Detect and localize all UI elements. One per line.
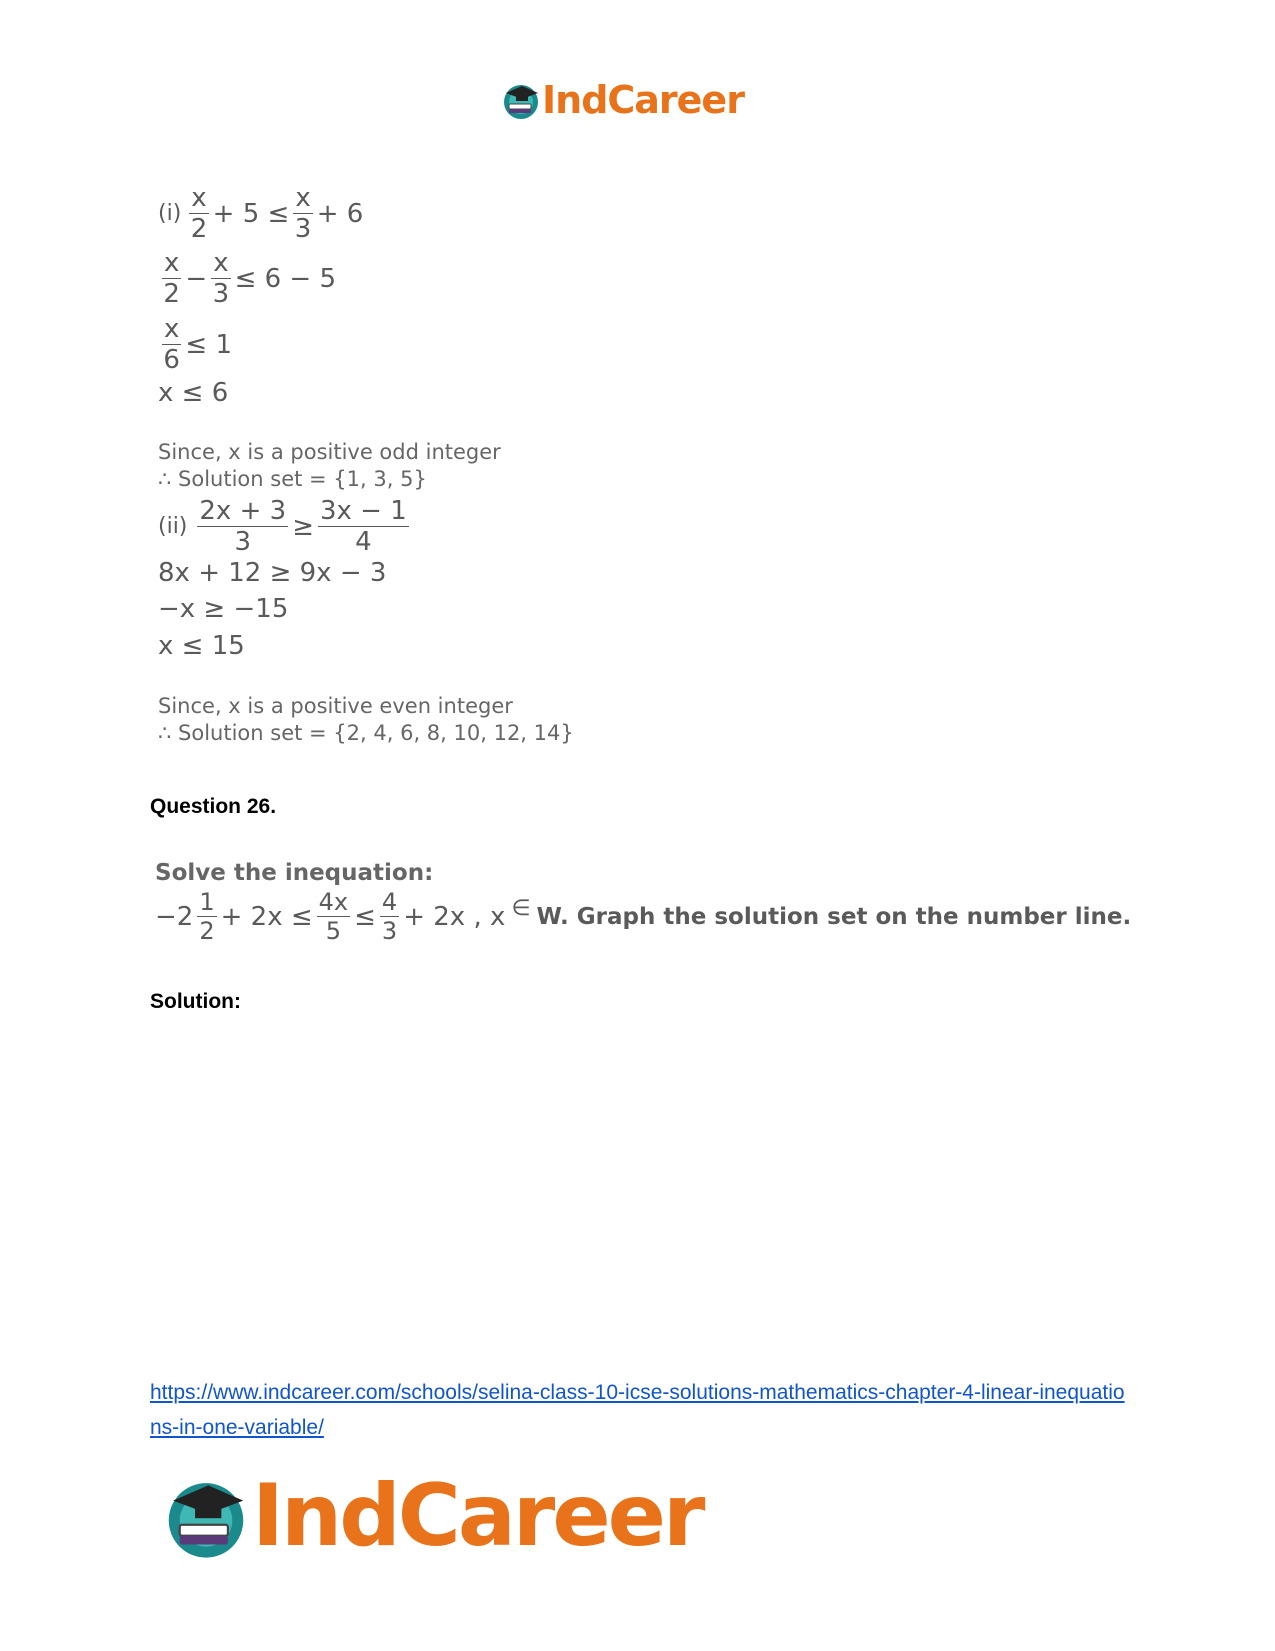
- logo-text: IndCareer: [542, 78, 744, 122]
- graduation-cap-icon: [500, 79, 542, 121]
- element-of-symbol: ∈: [511, 896, 531, 921]
- part-i-line-4: x ≤ 6: [158, 378, 229, 408]
- part-ii-line-4: x ≤ 15: [158, 631, 245, 661]
- fraction: $\frac{4}{3}$: [381, 888, 398, 945]
- fraction: $\frac{1}{2}$: [199, 888, 215, 945]
- part-ii-line-3: −x ≥ −15: [158, 594, 289, 624]
- fraction: $\frac{x}{2}$: [163, 248, 180, 309]
- question-tail: W. Graph the solution set on the number line.: [536, 903, 1132, 930]
- part-i-label: (i): [158, 201, 182, 226]
- fraction: $\frac{x}{3}$: [212, 248, 230, 309]
- fraction: $\frac{2x + 3}{3}$: [199, 496, 287, 557]
- mixed-number: −2 $\frac{1}{2}$: [155, 888, 215, 945]
- part-i-line-1: (i) $\frac{x}{2}$ + 5 ≤ $\frac{x}{3}$ + 6: [158, 183, 364, 244]
- part-ii-label: (ii): [158, 514, 188, 539]
- part-i-solution: ∴ Solution set = {1, 3, 5}: [158, 467, 427, 491]
- part-i-line-2: $\frac{x}{2}$ − $\frac{x}{3}$ ≤ 6 − 5: [163, 248, 337, 309]
- part-ii-line-1: (ii) $\frac{2x + 3}{3}$ ≥ $\frac{3x - 1}{4}$: [158, 496, 407, 557]
- part-i-since: Since, x is a positive odd integer: [158, 440, 501, 464]
- part-ii-line-2: 8x + 12 ≥ 9x − 3: [158, 558, 387, 588]
- header-logo: [500, 78, 744, 122]
- fraction: $\frac{4x}{5}$: [318, 888, 349, 945]
- part-i-line-3: $\frac{x}{6}$ ≤ 1: [163, 314, 232, 375]
- question-expression: −2 $\frac{1}{2}$ + 2x ≤ $\frac{4x}{5}$ ≤ $\frac{4}{3}$ + 2x , x ∈ W. Graph the solution set on the number line.: [155, 888, 1132, 945]
- fraction: $\frac{3x - 1}{4}$: [319, 496, 407, 557]
- question-title: Solve the inequation:: [155, 860, 434, 886]
- fraction: $\frac{x}{3}$: [294, 183, 312, 244]
- solution-heading: Solution:: [150, 990, 241, 1013]
- logo-text: IndCareer: [252, 1466, 703, 1566]
- source-link[interactable]: https://www.indcareer.com/schools/selina-class-10-icse-solutions-mathematics-chapter-4-linear-inequations-in-one-variable/: [150, 1381, 1125, 1439]
- footer-logo: [160, 1466, 702, 1566]
- graduation-cap-icon: [160, 1470, 252, 1562]
- part-ii-solution: ∴ Solution set = {2, 4, 6, 8, 10, 12, 14}: [158, 721, 574, 745]
- question-heading: Question 26.: [150, 795, 277, 818]
- fraction: $\frac{x}{2}$: [190, 183, 208, 244]
- part-ii-since: Since, x is a positive even integer: [158, 694, 513, 718]
- fraction: $\frac{x}{6}$: [163, 314, 180, 375]
